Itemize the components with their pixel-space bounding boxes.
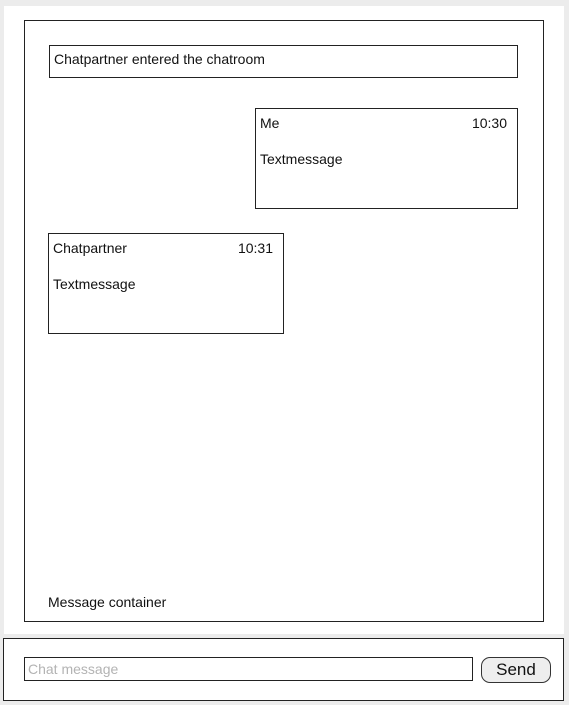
message-bubble-partner: [48, 233, 284, 334]
message-text: Textmessage: [260, 151, 343, 167]
chat-message-input[interactable]: [24, 657, 473, 681]
message-time: 10:30: [471, 115, 507, 131]
message-sender: Chatpartner: [53, 240, 127, 256]
message-container-label: Message container: [48, 594, 167, 610]
message-text: Textmessage: [53, 276, 136, 292]
send-button[interactable]: Send: [481, 657, 551, 683]
system-notice: Chatpartner entered the chatroom: [49, 45, 518, 78]
message-time: 10:31: [237, 240, 273, 256]
message-bubble-me: [255, 108, 518, 209]
message-sender: Me: [260, 115, 280, 131]
